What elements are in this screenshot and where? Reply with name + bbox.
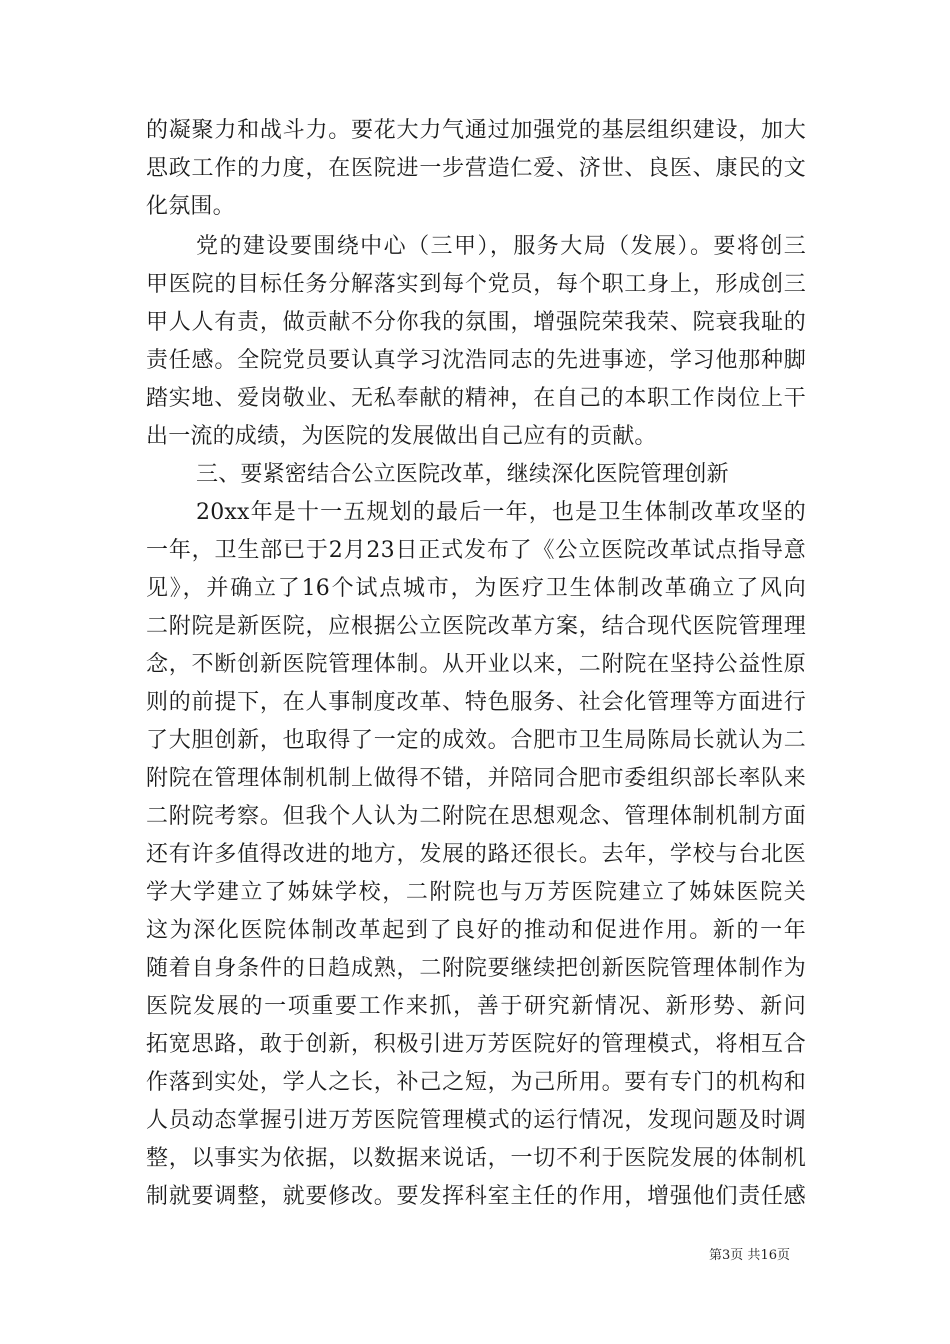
footer-prefix: 第 <box>709 1248 723 1263</box>
text-line: 学大学建立了姊妹学校，二附院也与万芳医院建立了姊妹医院关 <box>146 880 806 905</box>
text-line: 随着自身条件的日趋成熟，二附院要继续把创新医院管理体制作为 <box>146 956 806 981</box>
text-line: 人员动态掌握引进万芳医院管理模式的运行情况，发现问题及时调 <box>146 1108 806 1133</box>
text-line: 还有许多值得改进的地方，发展的路还很长。去年，学校与台北医 <box>146 842 806 867</box>
text-line: 了大胆创新，也取得了一定的成效。合肥市卫生局陈局长就认为二 <box>146 728 806 753</box>
text-line: 一年，卫生部已于2月23日正式发布了《公立医院改革试点指导意 <box>146 538 806 563</box>
text-line: 这为深化医院体制改革起到了良好的推动和促进作用。新的一年 <box>146 918 806 943</box>
text-line: 作落到实处，学人之长，补己之短，为己所用。要有专门的机构和 <box>146 1070 806 1095</box>
text-line: 见》，并确立了16个试点城市，为医疗卫生体制改革确立了风向 <box>146 576 806 601</box>
text-line: 甲人人有责，做贡献不分你我的氛围，增强院荣我荣、院衰我耻的 <box>146 310 806 335</box>
footer-total-pages: 16 <box>760 1248 777 1263</box>
text-line: 二附院考察。但我个人认为二附院在思想观念、管理体制机制方面 <box>146 804 806 829</box>
text-line: 甲医院的目标任务分解落实到每个党员，每个职工身上，形成创三 <box>146 272 806 297</box>
text-line: 化氛围。 <box>146 194 235 219</box>
text-line: 拓宽思路，敢于创新，积极引进万芳医院好的管理模式，将相互合 <box>146 1032 806 1057</box>
section-heading: 三、要紧密结合公立医院改革，继续深化医院管理创新 <box>196 462 729 487</box>
text-line: 出一流的成绩，为医院的发展做出自己应有的贡献。 <box>146 424 657 449</box>
text-line: 附院在管理体制机制上做得不错，并陪同合肥市委组织部长率队来 <box>146 766 806 791</box>
text-line: 责任感。全院党员要认真学习沈浩同志的先进事迹，学习他那种脚 <box>146 348 806 373</box>
text-line: 思政工作的力度，在医院进一步营造仁爱、济世、良医、康民的文 <box>146 156 806 181</box>
footer-current-page: 3 <box>722 1248 731 1263</box>
footer-middle: 页 共 <box>730 1248 761 1263</box>
text-line: 踏实地、爱岗敬业、无私奉献的精神，在自己的本职工作岗位上干 <box>146 386 806 411</box>
text-line: 念，不断创新医院管理体制。从开业以来，二附院在坚持公益性原 <box>146 652 806 677</box>
paragraph-first-line: 党的建设要围绕中心（三甲），服务大局（发展）。要将创三 <box>196 234 806 259</box>
footer-suffix: 页 <box>776 1248 790 1263</box>
text-line: 医院发展的一项重要工作来抓，善于研究新情况、新形势、新问 <box>146 994 806 1019</box>
text-line: 整，以事实为依据，以数据来说话，一切不利于医院发展的体制机 <box>146 1146 806 1171</box>
text-line: 制就要调整，就要修改。要发挥科室主任的作用，增强他们责任感 <box>146 1184 806 1209</box>
text-line: 的凝聚力和战斗力。要花大力气通过加强党的基层组织建设，加大 <box>146 118 806 143</box>
paragraph-first-line: 20xx年是十一五规划的最后一年，也是卫生体制改革攻坚的 <box>196 500 806 525</box>
text-line: 则的前提下，在人事制度改革、特色服务、社会化管理等方面进行 <box>146 690 806 715</box>
page-footer <box>709 1246 790 1266</box>
text-line: 二附院是新医院，应根据公立医院改革方案，结合现代医院管理理 <box>146 614 806 639</box>
